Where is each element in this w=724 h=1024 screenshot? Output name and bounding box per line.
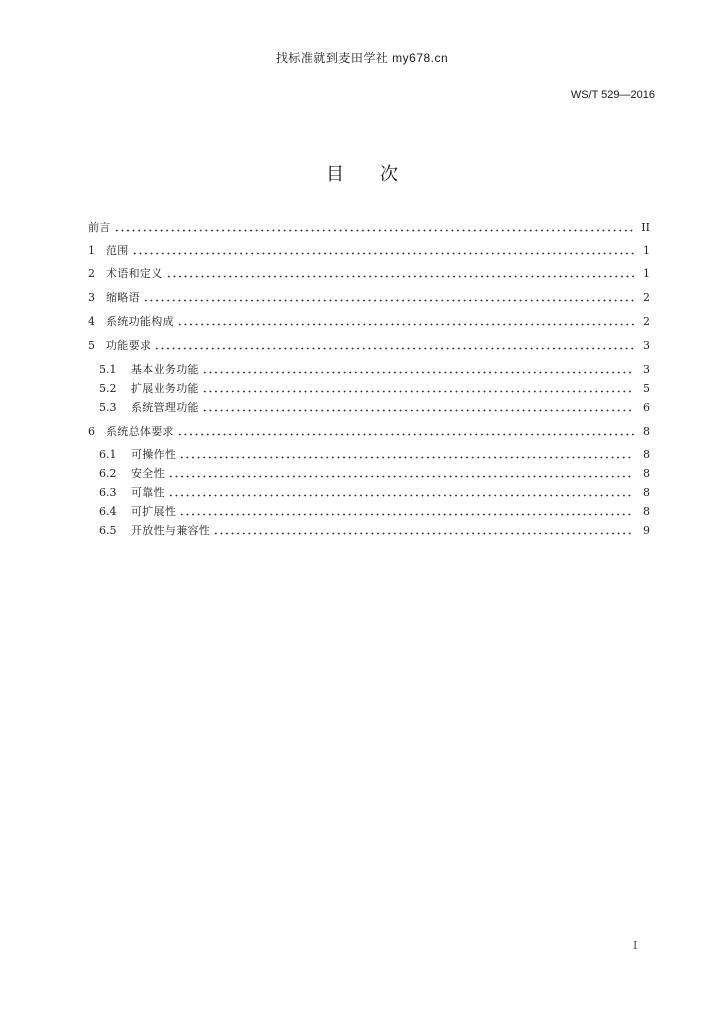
dot-leader — [132, 252, 634, 255]
site-note: 找标准就到麦田学社 my678.cn — [275, 51, 449, 65]
toc-entry-page: 6 — [643, 401, 650, 414]
toc-entry-6[interactable] — [88, 425, 650, 439]
toc-entry-page: 5 — [643, 382, 650, 395]
toc-entry-number: 1 — [88, 244, 95, 257]
dot-leader — [179, 513, 634, 516]
toc-entry-label: 术语和定义 — [106, 267, 163, 280]
dot-leader — [202, 371, 634, 374]
document-code: WS/T 529—2016 — [570, 89, 655, 101]
toc-entry-page: 2 — [643, 315, 650, 328]
toc-entry-label: 系统功能构成 — [106, 315, 174, 328]
dot-leader — [168, 475, 634, 478]
dot-leader — [168, 494, 634, 497]
toc-entry-5-1[interactable] — [99, 363, 650, 377]
toc-entry-5-2[interactable] — [99, 382, 650, 396]
toc-entry-6-3[interactable] — [99, 486, 650, 500]
toc-entry-5[interactable] — [88, 339, 650, 353]
toc-entry-number: 3 — [88, 291, 95, 304]
toc-entry-3[interactable] — [88, 291, 650, 305]
toc-entry-label: 基本业务功能 — [131, 363, 199, 376]
toc-entry-page: 8 — [643, 467, 650, 480]
toc-entry-page: 8 — [643, 486, 650, 499]
toc-entry-4[interactable] — [88, 315, 650, 329]
toc-entry-label: 范围 — [106, 244, 129, 257]
dot-leader — [213, 532, 634, 535]
toc-entry-label: 缩略语 — [106, 291, 140, 304]
dot-leader — [202, 390, 634, 393]
toc-entry-page: II — [641, 221, 650, 234]
toc-entry-6-5[interactable] — [99, 524, 650, 538]
toc-entry-number: 4 — [88, 315, 95, 328]
toc-entry-number: 6 — [88, 425, 95, 438]
toc-entry-number: 5.3 — [99, 401, 117, 414]
toc-entry-label: 可操作性 — [131, 448, 177, 461]
toc-entry-label: 开放性与兼容性 — [131, 524, 211, 537]
toc-entry-label: 前言 — [88, 221, 111, 234]
toc-entry-page: 3 — [643, 363, 650, 376]
toc-entry-page: 9 — [643, 524, 650, 537]
dot-leader — [166, 275, 635, 278]
dot-leader — [179, 456, 634, 459]
toc-entry-number: 2 — [88, 267, 95, 280]
dot-leader — [177, 433, 634, 436]
toc-entry-label: 安全性 — [131, 467, 165, 480]
toc-entry-page: 8 — [643, 505, 650, 518]
toc-entry-page: 3 — [643, 339, 650, 352]
dot-leader — [114, 229, 634, 232]
toc-entry-number: 6.1 — [99, 448, 117, 461]
toc-entry-page: 8 — [643, 448, 650, 461]
toc-entry-page: 1 — [643, 244, 650, 257]
toc-entry-label: 系统总体要求 — [106, 425, 174, 438]
toc-entry-page: 1 — [643, 267, 650, 280]
toc-entry-label: 可扩展性 — [131, 505, 177, 518]
toc-entry-number: 6.2 — [99, 467, 117, 480]
toc-entry-label: 扩展业务功能 — [131, 382, 199, 395]
dot-leader — [202, 409, 634, 412]
toc-entry-number: 5 — [88, 339, 95, 352]
toc-entry-label: 功能要求 — [106, 339, 152, 352]
toc-entry-label: 可靠性 — [131, 486, 165, 499]
toc-entry-number: 6.3 — [99, 486, 117, 499]
toc-entry-page: 8 — [643, 425, 650, 438]
toc-title: 目 次 — [326, 164, 398, 185]
toc-entry-1[interactable] — [88, 244, 650, 258]
dot-leader — [177, 323, 634, 326]
toc-entry-number: 6.4 — [99, 505, 117, 518]
toc-entry-6-2[interactable] — [99, 467, 650, 481]
toc-entry-6-1[interactable] — [99, 448, 650, 462]
toc-entry-6-4[interactable] — [99, 505, 650, 519]
toc-entry-number: 6.5 — [99, 524, 117, 537]
footer-page-number: I — [633, 939, 638, 952]
toc-entry-2[interactable] — [88, 267, 650, 281]
toc-entry-page: 2 — [643, 291, 650, 304]
toc-entry-5-3[interactable] — [99, 401, 650, 415]
toc-entry-foreword[interactable] — [88, 221, 650, 235]
dot-leader — [143, 299, 634, 302]
toc-entry-number: 5.2 — [99, 382, 117, 395]
dot-leader — [154, 347, 634, 350]
toc-entry-label: 系统管理功能 — [131, 401, 199, 414]
toc-entry-number: 5.1 — [99, 363, 117, 376]
